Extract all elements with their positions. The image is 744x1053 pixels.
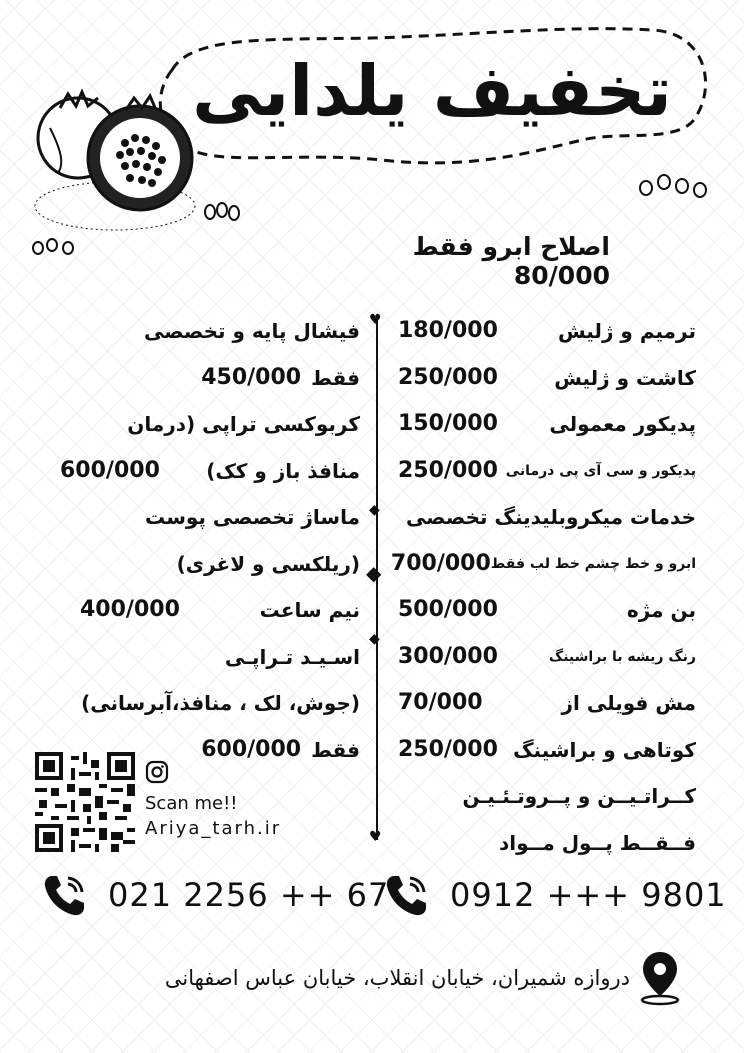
service-label: کاشت و ژلیش bbox=[554, 365, 696, 390]
service-price: 450/000 bbox=[201, 364, 302, 390]
service-label: فیشال پایه و تخصصی bbox=[143, 319, 360, 343]
list-item bbox=[398, 773, 696, 820]
diamond-icon: ◆ bbox=[369, 502, 380, 518]
service-label: پدیکور معمولی bbox=[549, 412, 696, 436]
headline-offer bbox=[310, 232, 610, 290]
service-price: 250/000 bbox=[398, 736, 498, 762]
service-label: ماساژ تخصصی پوست bbox=[145, 505, 360, 529]
list-item bbox=[390, 541, 696, 588]
service-label: فقط bbox=[311, 365, 360, 390]
service-label: پدیکور و سی آی پی درمانی bbox=[505, 462, 696, 479]
qr-code[interactable] bbox=[35, 752, 135, 852]
service-label: کــراتـیــن و پــروتـئـیـن bbox=[462, 784, 696, 808]
service-price: 250/000 bbox=[398, 457, 498, 483]
service-label: اسـیـد تـراپـی bbox=[224, 644, 360, 669]
service-price: 250/000 bbox=[398, 364, 498, 390]
service-price: 300/000 bbox=[398, 643, 498, 669]
service-label: کوتاهی و براشینگ bbox=[513, 737, 696, 762]
mobile-number: 0912 +++ 9801 bbox=[450, 876, 727, 914]
service-price: 150/000 bbox=[398, 411, 498, 436]
service-label: نیم ساعت bbox=[259, 598, 360, 622]
seeds-decoration bbox=[636, 172, 710, 200]
phone-icon bbox=[382, 870, 432, 920]
heart-icon: ♥ bbox=[369, 312, 382, 328]
service-price: 600/000 bbox=[60, 457, 160, 483]
pomegranate-illustration bbox=[30, 88, 200, 238]
list-item bbox=[398, 401, 696, 448]
landline-contact[interactable] bbox=[40, 870, 389, 920]
service-label: فــقــط پــول مــواد bbox=[499, 830, 696, 855]
diamond-icon: ◆ bbox=[366, 561, 382, 585]
list-item bbox=[60, 355, 360, 402]
phone-icon bbox=[40, 870, 90, 920]
landline-number: 021 2256 ++ 67 bbox=[108, 876, 390, 914]
page-title: تخفیف یلدایی bbox=[192, 50, 672, 132]
headline-price: 80/000 bbox=[513, 261, 610, 290]
list-item bbox=[398, 587, 696, 634]
list-item bbox=[60, 401, 360, 448]
list-item bbox=[60, 680, 360, 727]
service-price: 700/000 bbox=[390, 550, 491, 576]
list-item bbox=[398, 727, 696, 774]
headline-label: اصلاح ابرو فقط bbox=[412, 232, 610, 261]
service-label: مش فویلی از bbox=[561, 691, 696, 715]
diamond-icon: ◆ bbox=[369, 631, 380, 647]
service-price: 180/000 bbox=[398, 318, 498, 343]
service-label: (جوش، لک ، منافذ،آبرسانی) bbox=[81, 691, 360, 715]
price-list-left bbox=[60, 308, 360, 773]
list-item bbox=[398, 355, 696, 402]
list-item bbox=[398, 308, 696, 355]
location-pin-icon bbox=[638, 950, 682, 1006]
service-price: 600/000 bbox=[201, 736, 302, 762]
title-frame bbox=[152, 20, 712, 180]
list-item bbox=[398, 820, 696, 867]
service-label: فقط bbox=[311, 737, 360, 762]
list-item bbox=[60, 587, 360, 634]
service-label: (ریلکسی و لاغری) bbox=[176, 551, 360, 576]
address-text: دروازه شمیران، خیابان انقلاب، خیابان عباس اصفهانی bbox=[164, 966, 630, 990]
list-item bbox=[398, 634, 696, 681]
service-price: 400/000 bbox=[80, 597, 180, 622]
list-item bbox=[398, 448, 696, 495]
service-label: رنگ ریشه با براشینگ bbox=[548, 648, 696, 665]
seeds-decoration bbox=[30, 236, 80, 258]
service-price: 70/000 bbox=[398, 690, 483, 715]
service-label: کربوکسی تراپی (درمان bbox=[127, 412, 360, 436]
service-label: بن مژه bbox=[626, 598, 696, 622]
mobile-contact[interactable] bbox=[382, 870, 727, 920]
instagram-icon[interactable] bbox=[145, 760, 169, 784]
seeds-decoration bbox=[202, 200, 242, 224]
service-label: منافذ باز و کک) bbox=[206, 458, 360, 483]
service-label: ترمیم و ژلیش bbox=[558, 319, 696, 343]
service-label: ابرو و خط چشم خط لب فقط bbox=[490, 555, 696, 572]
list-item bbox=[60, 634, 360, 681]
price-list-right bbox=[390, 308, 696, 866]
service-label: خدمات میکروبلیدینگ تخصصی bbox=[405, 505, 696, 529]
list-item bbox=[60, 308, 360, 355]
list-item bbox=[398, 494, 696, 541]
list-item bbox=[60, 541, 360, 588]
service-price: 500/000 bbox=[398, 597, 498, 622]
list-item bbox=[60, 494, 360, 541]
list-item bbox=[398, 680, 696, 727]
scan-caption: Scan me!! bbox=[145, 793, 238, 814]
heart-icon: ♥ bbox=[369, 829, 382, 845]
list-item bbox=[60, 448, 360, 495]
website-link[interactable]: Ariya_tarh.ir bbox=[145, 818, 282, 839]
